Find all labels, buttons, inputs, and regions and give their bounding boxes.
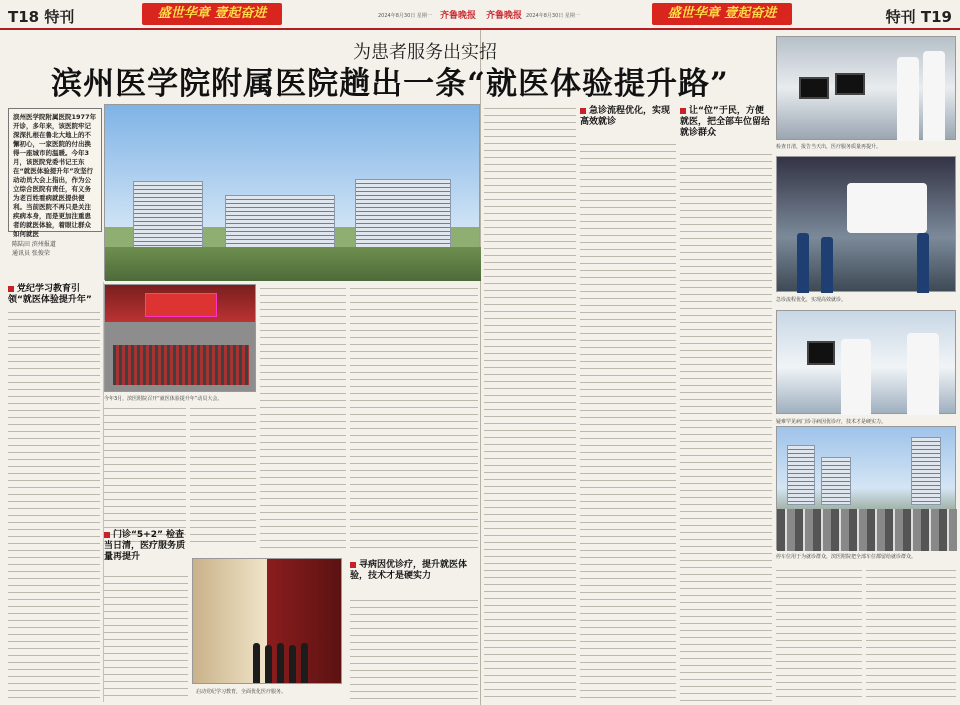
lab-photo	[776, 36, 956, 140]
body-text-col4	[260, 284, 346, 554]
article-kicker: 为患者服务出实招	[353, 42, 497, 63]
bullet-square-icon	[104, 532, 110, 538]
byline-reporter: 陈陆田 滨州报道	[12, 241, 56, 248]
bullet-square-icon	[350, 562, 356, 568]
article-headline: 滨州医学院附属医院趟出一条“就医体验提升路”	[51, 66, 729, 102]
building-right	[355, 179, 451, 251]
subhead-parking: 让“位”于民，方便就医，把全部车位留给就诊群众	[680, 106, 771, 138]
left-page-number: T18 特刊	[8, 8, 75, 26]
building-left	[133, 181, 203, 251]
lab-photo-caption: 检查日清，报告当天出，医疗服务质量再提升。	[776, 144, 882, 150]
building-center	[225, 195, 335, 251]
meeting-hall-photo	[104, 284, 256, 392]
body-text-right-col1	[484, 104, 576, 702]
doctor-consult-caption: 疑难罕见病门诊寻病因优诊疗，技术才是硬实力。	[776, 419, 887, 425]
greenery	[105, 247, 481, 281]
right-page-number: 特刊 T19	[885, 8, 952, 26]
subhead-diagnosis: 寻病因优诊疗，提升就医体验，技术才是硬实力	[350, 560, 468, 581]
parked-cars	[777, 509, 957, 551]
body-text-col3-upper	[190, 404, 256, 546]
byline-correspondent: 通讯员 张俊荣	[12, 250, 50, 257]
parking-lot-photo	[776, 426, 956, 550]
right-date: 2024年8月30日 星期一	[526, 13, 580, 19]
body-text-right-col3	[680, 150, 772, 702]
bullet-square-icon	[8, 286, 14, 292]
right-logo: 齐鲁晚报	[486, 11, 523, 21]
bullet-square-icon	[580, 108, 586, 114]
subhead-outpatient: 门诊“5+2” 检查当日清，医疗服务质量再提升	[104, 530, 186, 562]
left-logo: 齐鲁晚报	[440, 11, 477, 21]
right-banner: 盛世华章 壹起奋进	[652, 3, 792, 25]
body-text-col6	[350, 596, 478, 702]
body-text-col2-upper	[104, 404, 186, 546]
subhead-emergency: 急诊流程优化，实现高效就诊	[580, 106, 671, 127]
body-text-right-col5	[776, 566, 862, 702]
parking-photo-caption: 停车位用于为就诊群众，滨医附院把全部车位都留给就诊群众。	[776, 554, 917, 560]
emergency-photo-caption: 急诊流程优化，实现高效就诊。	[776, 297, 847, 303]
lead-box: 滨州医学院附属医院1977年开诊，多年来，该医院牢记深深扎根在鲁北大地上的不懈初心，一家医院的付出换得一座城市的温暖。今年3月，该医院党委书记王东在“就医体验提升年”攻坚行动动员大会上指出，作为公立综合医院有责任，有义务为老百姓看病就医提供便利。当前医院不再只是关注疾病本身，而是更加注重患者的就医体验，着眼让群众如何就医	[8, 108, 102, 232]
exhibit-photo	[192, 558, 342, 684]
exhibit-photo-caption: 启动党纪学习教育，全面优化医疗服务。	[196, 689, 287, 695]
body-text-right-col2	[580, 140, 676, 702]
emergency-photo	[776, 156, 956, 292]
byline	[12, 240, 56, 258]
hall-photo-caption: 今年3月，滨医附院召开“就医体验提升年”动员大会。	[104, 396, 223, 402]
subhead-party-study: 党纪学习教育引领“就医体验提升年”	[8, 284, 92, 305]
hospital-photo	[104, 104, 480, 280]
page-header	[0, 0, 960, 30]
body-text-right-col6	[866, 566, 956, 702]
body-text-col2-lower	[104, 572, 188, 702]
page-fold	[480, 30, 481, 705]
left-date: 2024年8月30日 星期一	[378, 13, 432, 19]
doctor-consult-photo	[776, 310, 956, 414]
bullet-square-icon	[680, 108, 686, 114]
left-banner: 盛世华章 壹起奋进	[142, 3, 282, 25]
stage-screen	[145, 293, 217, 317]
body-text-col5	[350, 284, 478, 554]
body-text-col1	[8, 308, 100, 702]
